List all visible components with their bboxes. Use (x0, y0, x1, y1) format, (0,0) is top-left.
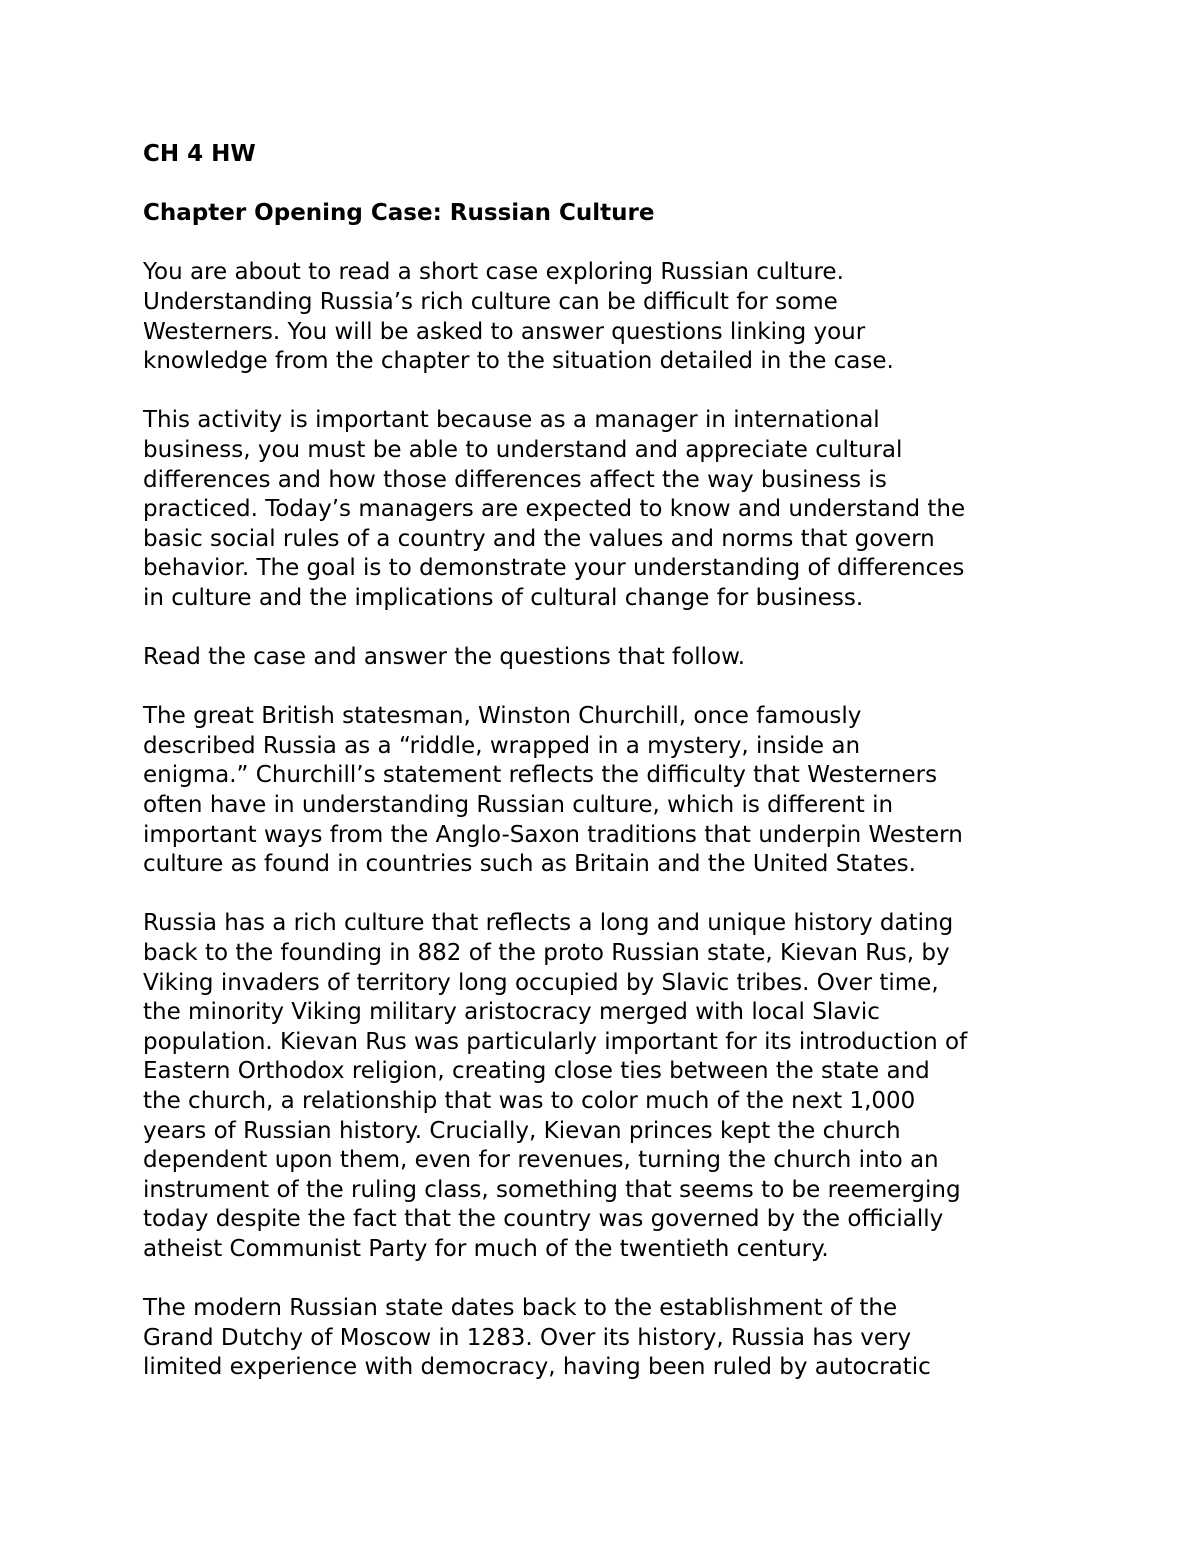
text-line: You are about to read a short case exploring Russian culture. (143, 259, 844, 286)
text-line: The great British statesman, Winston Churchill, once famously (143, 703, 862, 730)
text-line: Viking invaders of territory long occupied by Slavic tribes. Over time, (143, 969, 939, 996)
text-line: practiced. Today’s managers are expected to know and understand the (143, 496, 966, 523)
text-line: Understanding Russia’s rich culture can be difficult for some (143, 288, 838, 315)
churchill-paragraph (143, 702, 1083, 880)
text-line: Grand Dutchy of Moscow in 1283. Over its history, Russia has very (143, 1324, 912, 1351)
text-line: Russia has a rich culture that reflects a long and unique history dating (143, 910, 954, 937)
instruction-paragraph (143, 643, 1083, 673)
text-line: differences and how those differences affect the way business is (143, 466, 887, 493)
text-line: Read the case and answer the questions that follow. (143, 644, 746, 671)
text-line: today despite the fact that the country was governed by the officially (143, 1206, 944, 1233)
text-line: population. Kievan Rus was particularly important for its introduction of (143, 1028, 968, 1055)
text-line: years of Russian history. Crucially, Kievan princes kept the church (143, 1117, 901, 1144)
text-line: This activity is important because as a manager in international (143, 407, 880, 434)
text-line: important ways from the Anglo-Saxon traditions that underpin Western (143, 821, 963, 848)
text-line: atheist Communist Party for much of the twentieth century. (143, 1235, 829, 1262)
intro-paragraph (143, 258, 1083, 376)
text-line: dependent upon them, even for revenues, turning the church into an (143, 1147, 939, 1174)
text-line: described Russia as a “riddle, wrapped in a mystery, inside an (143, 732, 861, 759)
text-line: Westerners. You will be asked to answer questions linking your (143, 318, 866, 345)
text-line: often have in understanding Russian culture, which is different in (143, 792, 894, 819)
text-line: limited experience with democracy, having been ruled by autocratic (143, 1354, 931, 1381)
text-line: basic social rules of a country and the values and norms that govern (143, 525, 935, 552)
history-paragraph (143, 909, 1083, 1264)
text-line: behavior. The goal is to demonstrate your understanding of differences (143, 555, 965, 582)
case-heading: Chapter Opening Case: Russian Culture (143, 200, 655, 227)
text-line: instrument of the ruling class, something that seems to be reemerging (143, 1176, 961, 1203)
importance-paragraph (143, 406, 1083, 613)
text-line: enigma.” Churchill’s statement reflects the difficulty that Westerners (143, 762, 938, 789)
text-line: the church, a relationship that was to color much of the next 1,000 (143, 1088, 916, 1114)
document-title: CH 4 HW (143, 141, 256, 167)
text-line: in culture and the implications of cultural change for business. (143, 584, 864, 611)
text-line: The modern Russian state dates back to the establishment of the (143, 1295, 898, 1322)
text-line: Eastern Orthodox religion, creating close ties between the state and (143, 1058, 930, 1085)
document-body (143, 140, 1083, 1383)
text-line: culture as found in countries such as Britain and the United States. (143, 851, 916, 878)
text-line: the minority Viking military aristocracy merged with local Slavic (143, 999, 880, 1026)
text-line: business, you must be able to understand and appreciate cultural (143, 436, 903, 463)
text-line: knowledge from the chapter to the situation detailed in the case. (143, 348, 894, 375)
text-line: back to the founding in 882 of the proto Russian state, Kievan Rus, by (143, 940, 950, 967)
modern-state-paragraph (143, 1294, 1083, 1383)
